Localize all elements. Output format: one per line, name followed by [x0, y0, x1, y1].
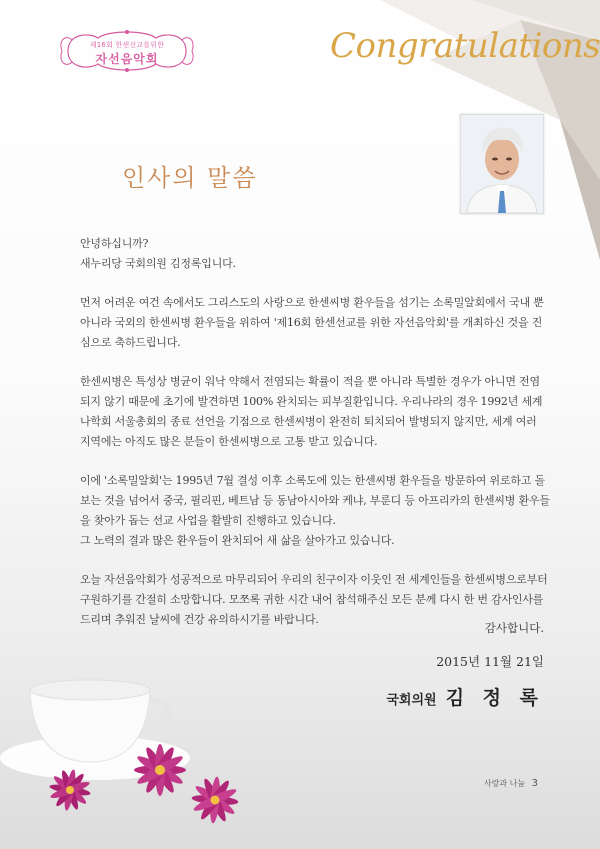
concert-logo — [58, 26, 196, 76]
paragraph-mission-result: 그 노력의 결과 많은 환우들이 완치되어 새 삶을 살아가고 있습니다. — [80, 534, 395, 547]
greeting-line-2: 새누리당 국회의원 김정록입니다. — [80, 257, 236, 270]
signer-name: 김 정 록 — [445, 687, 544, 709]
closing-thanks: 감사합니다. — [484, 621, 544, 635]
paragraph-closing-wish: 오늘 자선음악회가 성공적으로 마무리되어 우리의 친구이자 이웃인 전 세계인들을 한센씨병으로부터 구원하기를 간절히 소망합니다. 모쪼록 귀한 시간 내어 참석해주신 모든 분께 다시 한 번 감사인사를 드리며 추워진 날씨에 건강 유의하시기를 바랍니다. — [80, 573, 548, 626]
letter-body — [80, 234, 550, 630]
page-heading: 인사의 말씀 — [122, 164, 258, 192]
logo-line-2: 자선음악회 — [95, 52, 159, 66]
paragraph-congratulations: 먼저 어려운 여건 속에서도 그리스도의 사랑으로 한센씨병 환우들을 섬기는 소록밀알회에서 국내 뿐 아니라 국외의 한센씨병 환우들을 위하여 '제16회 한센선교를 위한 자선음악회'를 개최하신 것을 진심으로 축하드립니다. — [80, 296, 544, 349]
signature-block — [386, 683, 544, 710]
paragraph-leprosy-info: 한센씨병은 특성상 병균이 워낙 약해서 전염되는 확률이 적을 뿐 아니라 특별한 경우가 아니면 전염되지 않기 때문에 초기에 발견하면 100% 완치되는 피부질환입니다. 우리나라의 경우 1992년 세계나학회 서울총회의 종료 선언을 기점으로 한센씨병이 완전히 퇴치되어 발병되지 않지만, 세계 여러 지역에는 아직도 많은 분들이 한센씨병으로 고통 받고 있습니다. — [80, 375, 543, 448]
signer-title: 국회의원 — [386, 693, 437, 708]
greeting-line-1: 안녕하십니까? — [80, 237, 149, 250]
footer-label: 사랑과 나눔 — [483, 779, 526, 788]
congratulations-banner: Congratulations — [330, 26, 600, 66]
page-footer — [484, 778, 538, 789]
paragraph-mission: 이에 '소록밀알회'는 1995년 7월 결성 이후 소록도에 있는 한센씨병 환우들을 방문하여 위로하고 돌보는 것을 넘어서 중국, 필리핀, 베트남 등 동남아시아와 케냐, 부룬디 등 아프리카의 한센씨병 환우들을 찾아가 돕는 선교 사업을 활발히 진행하고 있습니다. — [80, 474, 550, 527]
portrait-photo — [460, 114, 544, 214]
logo-line-1: 제16회 한센선교를위한 — [89, 41, 165, 49]
page-number: 3 — [531, 778, 538, 789]
letter-date: 2015년 11월 21일 — [436, 654, 544, 669]
teacup-flowers-illustration — [0, 650, 300, 849]
